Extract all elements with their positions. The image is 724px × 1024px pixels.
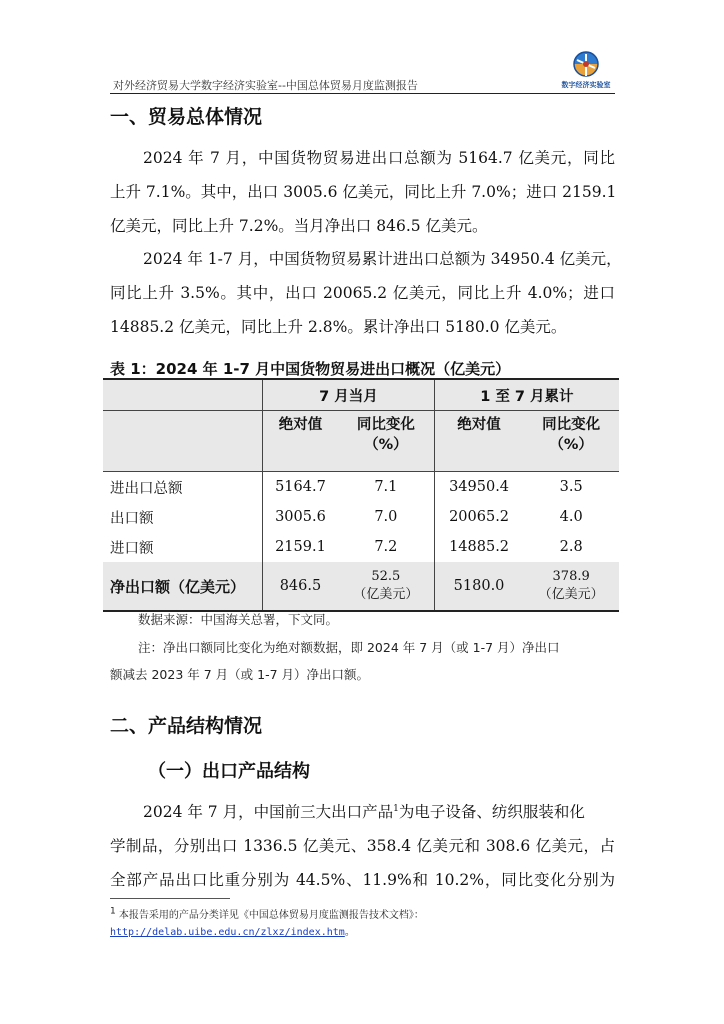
paragraph-line: 2024 年 7 月，中国前三大出口产品$^1$为电子设备、纺织服装和化 [143, 803, 585, 821]
paragraph-line: 2024 年 1-7 月，中国货物贸易累计进出口总额为 34950.4 亿美元， [143, 250, 622, 268]
globe-icon [555, 50, 617, 80]
cell-value: 5180.0 [434, 562, 523, 611]
table-row [103, 532, 619, 562]
logo-text: 数字经济实验室 [561, 81, 611, 89]
table-caption: 表 1：2024 年 1-7 月中国货物贸易进出口概况（亿美元） [110, 360, 511, 378]
table-note: 注：净出口额同比变化为绝对额数据，即 2024 年 7 月（或 1-7 月）净出口 [138, 640, 560, 655]
paragraph-line: 同比上升 3.5%。其中，出口 20065.2 亿美元，同比上升 4.0%；进口 [110, 284, 615, 302]
section-title-products: 二、产品结构情况 [110, 715, 263, 737]
paragraph-line: 亿美元，同比上升 7.2%。当月净出口 846.5 亿美元。 [110, 217, 488, 235]
running-header: 对外经济贸易大学数字经济实验室--中国总体贸易月度监测报告 [113, 79, 418, 92]
paragraph-line: 学制品，分别出口 1336.5 亿美元、358.4 亿美元和 308.6 亿美元，占 [110, 837, 615, 855]
footnote-rule [110, 898, 230, 899]
col-header-yoy: 同比变化 （%） [523, 411, 619, 472]
header-blank [103, 379, 263, 411]
cell-value: 7.2 [374, 539, 398, 555]
paragraph-line: 全部产品出口比重分别为 44.5%、11.9%和 10.2%，同比变化分别为 [110, 871, 615, 889]
row-label: 进出口总额 [103, 472, 263, 503]
cell-value: 14885.2 [434, 532, 523, 562]
table-source: 数据来源：中国海关总署，下文同。 [138, 612, 339, 627]
cell-value: 2.8 [559, 539, 583, 555]
cell-value: 846.5 [263, 562, 338, 611]
cell-value: 3.5 [559, 479, 583, 495]
table-row [103, 472, 619, 503]
cell-value: 52.5 （亿美元） [338, 562, 434, 611]
footnote-link[interactable]: http://delab.uibe.edu.cn/zlxz/index.htm [110, 927, 345, 938]
cell-value: 20065.2 [434, 502, 523, 532]
row-label: 进口额 [103, 532, 263, 562]
paragraph-line: 2024 年 7 月，中国货物贸易进出口总额为 5164.7 亿美元，同比 [143, 149, 615, 167]
group-header-cumulative: 1 至 7 月累计 [434, 379, 619, 411]
cell-value: 2159.1 [275, 539, 326, 555]
header-blank [103, 411, 263, 472]
section-title-overview: 一、贸易总体情况 [110, 106, 263, 128]
cell-value: 7.0 [374, 509, 398, 525]
table-row [103, 502, 619, 532]
header-rule [110, 93, 615, 94]
paragraph-line: 上升 7.1%。其中，出口 3005.6 亿美元，同比上升 7.0%；进口 2159.1 [110, 183, 617, 201]
row-label: 净出口额（亿美元） [103, 562, 263, 611]
table-row-net-export [103, 562, 619, 611]
footnote-link-line: http://delab.uibe.edu.cn/zlxz/index.htm。 [110, 927, 355, 938]
footnote-text: $^1$ 本报告采用的产品分类详见《中国总体贸易月度监测报告技术文档》： [110, 906, 424, 921]
cell-value: 3005.6 [275, 509, 326, 525]
cell-value: 5164.7 [275, 479, 326, 495]
table-note: 额减去 2023 年 7 月（或 1-7 月）净出口额。 [110, 667, 370, 682]
cell-value: 7.1 [374, 479, 398, 495]
cell-value: 4.0 [559, 509, 583, 525]
col-header-abs: 绝对值 [434, 411, 523, 472]
footnote-ref[interactable]: 1 [393, 803, 399, 814]
paragraph-line: 14885.2 亿美元，同比上升 2.8%。累计净出口 5180.0 亿美元。 [110, 318, 567, 336]
subsection-title-export: （一）出口产品结构 [148, 761, 310, 782]
col-header-yoy: 同比变化 （%） [338, 411, 434, 472]
col-header-abs: 绝对值 [263, 411, 338, 472]
trade-summary-table [103, 378, 619, 612]
group-header-month: 7 月当月 [263, 379, 435, 411]
row-label: 出口额 [103, 502, 263, 532]
cell-value: 378.9 （亿美元） [523, 562, 619, 611]
cell-value: 34950.4 [434, 472, 523, 503]
lab-logo [555, 50, 617, 92]
